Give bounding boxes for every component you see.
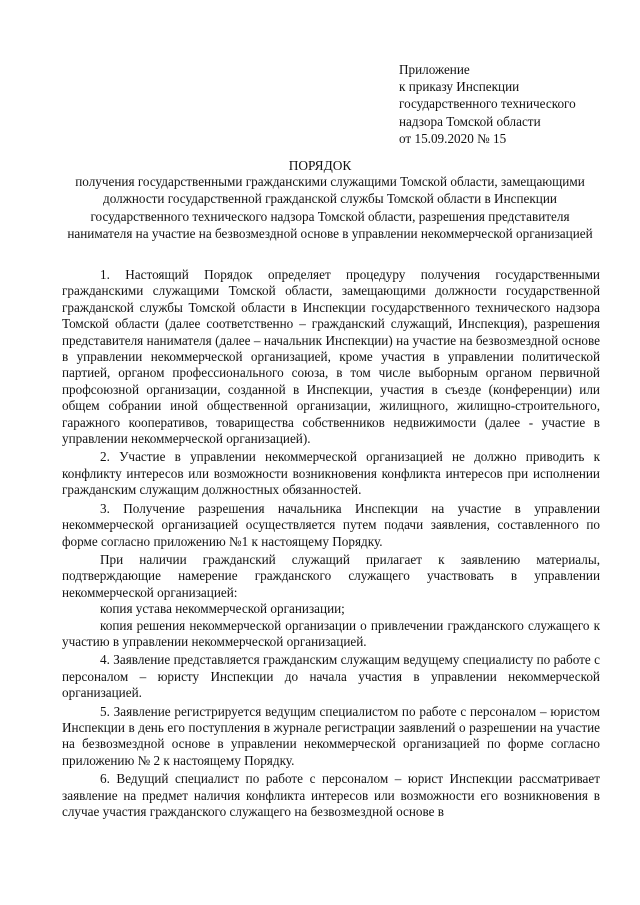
paragraph-5: 5. Заявление регистрируется ведущим специалистом по работе с персоналом – юристом Инспекции в день его поступления в журнале регистрации заявлений о разрешении на участие на безвозмездной основе в управлении некоммерческой организацией по форме согласно приложению № 2 к настоящему Порядку. — [62, 703, 600, 768]
appendix-line: государственного технического — [399, 96, 576, 112]
document-body — [62, 267, 600, 820]
paragraph-2: 2. Участие в управлении некоммерческой организацией не должно приводить к конфликту интересов или возможности возникновения конфликта интересов при исполнении гражданским служащим должностных обязанностей. — [62, 449, 600, 498]
paragraph-1: 1. Настоящий Порядок определяет процедуру получения государственными гражданскими служащими Томской области, замещающими должности государственной гражданской службы Томской области в Инспекции государственного технического надзора Томской области (далее соответственно – гражданский служащий, Инспекция), разрешения представителя нанимателя (далее – начальник Инспекции) на участие на безвозмездной основе в управлении некоммерческой организацией, кроме участия в управлении политической партией, органом профессионального союза, в том числе выборным органом первичной профсоюзной организации, созданной в Инспекции, участия в съезде (конференции) или общем собрании иной общественной организации, жилищного, жилищно-строительного, гаражного кооперативов, товарищества собственников недвижимости (далее - участие в управлении некоммерческой организацией). — [62, 267, 600, 447]
appendix-line: к приказу Инспекции — [399, 79, 520, 95]
appendix-line: Приложение — [399, 62, 470, 77]
attachment-item-decision: копия решения некоммерческой организации о привлечении гражданского служащего к участию в управлении некоммерческой организацией. — [62, 617, 600, 649]
document-title: ПОРЯДОК — [288, 158, 352, 173]
paragraph-3: 3. Получение разрешения начальника Инспекции на участие в управлении некоммерческой организацией осуществляется путем подачи заявления, составленного по форме согласно приложению №1 к настоящему Порядку. — [62, 500, 600, 549]
appendix-block — [399, 61, 619, 147]
paragraph-4: 4. Заявление представляется гражданским служащим ведущему специалисту по работе с персоналом – юристу Инспекции до начала участия в управлении некоммерческой организацией. — [62, 652, 600, 701]
document-subtitle: получения государственными гражданскими служащими Томской области, замещающими должности государственной гражданской службы Томской области в Инспекции государственного технического надзора Томской области, разрешения представителя нанимателя на участие на безвозмездной основе в управлении некоммерческой организацией — [67, 174, 593, 242]
appendix-line: от 15.09.2020 № 15 — [399, 130, 507, 146]
attachment-item-charter: копия устава некоммерческой организации; — [100, 601, 345, 617]
paragraph-attachments: При наличии гражданский служащий прилагает к заявлению материалы, подтверждающие намерение гражданского служащего участвовать в управлении некоммерческой организацией: — [62, 551, 600, 600]
appendix-line: надзора Томской области — [399, 113, 541, 129]
paragraph-6: 6. Ведущий специалист по работе с персоналом – юрист Инспекции рассматривает заявление на предмет наличия конфликта интересов или возможности его возникновения в случае участия гражданского служащего на безвозмездной основе в — [62, 771, 600, 819]
